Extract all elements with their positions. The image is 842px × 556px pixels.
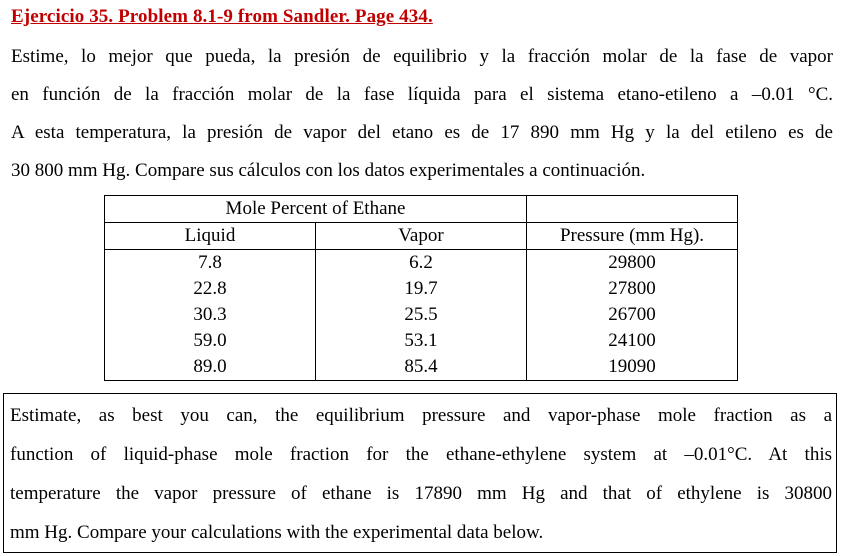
spanish-text-line: en función de la fracción molar de la fase líquida para el sistema etano-etileno a –0.01 °C. bbox=[11, 84, 833, 105]
table-row bbox=[105, 328, 738, 354]
vapor-cell: 85.4 bbox=[316, 354, 527, 381]
liquid-cell: 59.0 bbox=[105, 328, 316, 354]
table-row bbox=[105, 354, 738, 381]
experimental-data-table bbox=[104, 195, 738, 381]
pressure-column-header: Pressure (mm Hg). bbox=[527, 223, 738, 250]
vapor-cell: 6.2 bbox=[316, 250, 527, 277]
table-row bbox=[105, 250, 738, 277]
spanish-text-line: 30 800 mm Hg. Compare sus cálculos con los datos experimentales a continuación. bbox=[11, 160, 646, 181]
pressure-cell: 26700 bbox=[527, 302, 738, 328]
pressure-cell: 29800 bbox=[527, 250, 738, 277]
english-problem-statement bbox=[10, 396, 832, 552]
table-group-header-row bbox=[105, 196, 738, 223]
table-row bbox=[105, 302, 738, 328]
liquid-cell: 89.0 bbox=[105, 354, 316, 381]
pressure-cell: 24100 bbox=[527, 328, 738, 354]
empty-header-cell bbox=[527, 196, 738, 223]
vapor-cell: 19.7 bbox=[316, 276, 527, 302]
english-text-line: function of liquid-phase mole fraction for the ethane-ethylene system at –0.01°C. At this bbox=[10, 444, 832, 465]
spanish-text-line: Estime, lo mejor que pueda, la presión de equilibrio y la fracción molar de la fase de vapor bbox=[11, 46, 833, 67]
mole-percent-header: Mole Percent of Ethane bbox=[105, 196, 527, 223]
table-header-row bbox=[105, 223, 738, 250]
table-row bbox=[105, 276, 738, 302]
vapor-cell: 25.5 bbox=[316, 302, 527, 328]
pressure-cell: 19090 bbox=[527, 354, 738, 381]
liquid-cell: 30.3 bbox=[105, 302, 316, 328]
vapor-cell: 53.1 bbox=[316, 328, 527, 354]
liquid-cell: 22.8 bbox=[105, 276, 316, 302]
spanish-problem-statement bbox=[11, 38, 833, 190]
liquid-column-header: Liquid bbox=[105, 223, 316, 250]
pressure-cell: 27800 bbox=[527, 276, 738, 302]
english-text-line: mm Hg. Compare your calculations with the experimental data below. bbox=[10, 522, 544, 543]
english-text-line: temperature the vapor pressure of ethane is 17890 mm Hg and that of ethylene is 30800 bbox=[10, 483, 832, 504]
vapor-column-header: Vapor bbox=[316, 223, 527, 250]
english-text-line: Estimate, as best you can, the equilibrium pressure and vapor-phase mole fraction as a bbox=[10, 405, 832, 426]
liquid-cell: 7.8 bbox=[105, 250, 316, 277]
exercise-title: Ejercicio 35. Problem 8.1-9 from Sandler. Page 434. bbox=[11, 6, 433, 27]
spanish-text-line: A esta temperatura, la presión de vapor del etano es de 17 890 mm Hg y la del etileno es de bbox=[11, 122, 833, 143]
